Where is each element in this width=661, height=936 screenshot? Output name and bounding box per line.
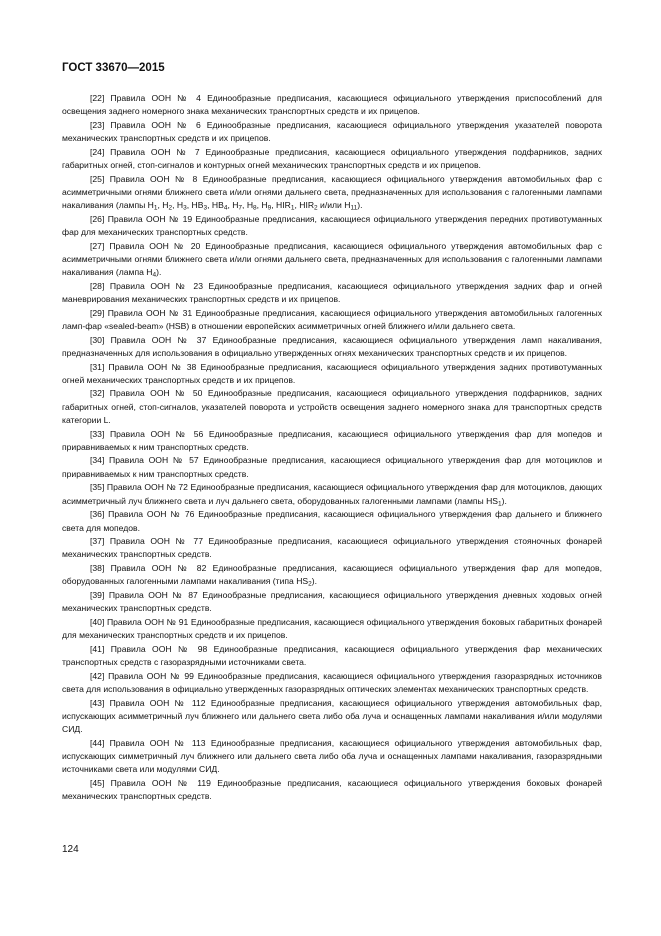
reference-item: [22] Правила ООН № 4 Единообразные предписания, касающиеся официального утверждения приспособлений для освещения заднего номерного знака механических транспортных средств и их прицепов.	[62, 93, 602, 117]
reference-item: [27] Правила ООН № 20 Единообразные предписания, касающиеся официального утверждения автомобильных фар с асимметричными огнями ближнего света и/или огнями дальнего света, предназначенных для использования с галогенными лампами накаливания (лампа $H_4$).	[62, 240, 602, 279]
document-header: ГОСТ 33670—2015	[62, 62, 165, 74]
reference-list	[62, 92, 602, 804]
reference-item: [25] Правила ООН № 8 Единообразные предписания, касающиеся официального утверждения автомобильных фар с асимметричными огнями ближнего света и/или огнями дальнего света, предназначенных для использования с галогенными лампами накаливания (лампы $H_1$, $H_2$, $H_3$, $HB_3$, $HB_4$, $H_7$, $H_8$, $H_9$, $HIR_1$, $HIR_2$ и/или $H_{11}$).	[62, 173, 602, 212]
reference-item: [42] Правила ООН № 99 Единообразные предписания, касающиеся официального утверждения газоразрядных источников света для использования в официально утвержденных газоразрядных оптических элементах механических транспортных средств.	[62, 670, 602, 694]
reference-item: [40] Правила ООН № 91 Единообразные предписания, касающиеся официального утверждения боковых габаритных фонарей для механических транспортных средств и их прицепов.	[62, 616, 602, 641]
page-number: 124	[62, 844, 79, 855]
reference-item: [38] Правила ООН № 82 Единообразные предписания, касающиеся официального утверждения фар для мопедов, оборудованных галогенными лампами накаливания (типа $HS_2$).	[62, 563, 602, 588]
reference-item: [41] Правила ООН № 98 Единообразные предписания, касающиеся официального утверждения фар механических транспортных средств с газоразрядными источниками света.	[62, 643, 602, 668]
reference-item: [37] Правила ООН № 77 Единообразные предписания, касающиеся официального утверждения стояночных фонарей механических транспортных средств.	[62, 536, 602, 560]
reference-item: [39] Правила ООН № 87 Единообразные предписания, касающиеся официального утверждения дневных ходовых огней механических транспортных средств.	[62, 590, 602, 614]
reference-item: [24] Правила ООН № 7 Единообразные предписания, касающиеся официального утверждения подфарников, задних габаритных огней, стоп-сигналов и контурных огней механических транспортных средств и их прицепов.	[62, 146, 602, 171]
reference-item: [29] Правила ООН № 31 Единообразные предписания, касающиеся официального утверждения автомобильных галогенных ламп-фар «sealed-beam» (HSB) в отношении европейских асимметричных огней ближнего и/или дальнего света.	[62, 307, 602, 331]
reference-item: [44] Правила ООН № 113 Единообразные предписания, касающиеся официального утверждения автомобильных фар, испускающих симметричный луч ближнего или дальнего света либо оба луча и оснащенных лампами накаливания, газоразрядными источниками света или модулями СИД.	[62, 737, 602, 775]
reference-item: [43] Правила ООН № 112 Единообразные предписания, касающиеся официального утверждения автомобильных фар, испускающих асимметричный луч ближнего или дальнего света либо оба луча и оснащенных лампами накаливания и/или модулями СИД.	[62, 697, 602, 735]
reference-item: [34] Правила ООН № 57 Единообразные предписания, касающиеся официального утверждения фар для мотоциклов и приравниваемых к ним транспортных средств.	[62, 455, 602, 479]
reference-item: [28] Правила ООН № 23 Единообразные предписания, касающиеся официального утверждения задних фар и огней маневрирования механических транспортных средств и их прицепов.	[62, 280, 602, 305]
reference-item: [30] Правила ООН № 37 Единообразные предписания, касающиеся официального утверждения ламп накаливания, предназначенных для использования в официально утвержденных огнях механических транспортных средств и их прицепов.	[62, 334, 602, 358]
reference-item: [35] Правила ООН № 72 Единообразные предписания, касающиеся официального утверждения фар для мотоциклов, дающих асимметричный луч ближнего света и луч дальнего света, оборудованных галогенными лампами (лампы $HS_1$).	[62, 482, 602, 508]
reference-item: [31] Правила ООН № 38 Единообразные предписания, касающиеся официального утверждения задних противотуманных огней механических транспортных средств и их прицепов.	[62, 361, 602, 385]
reference-item: [33] Правила ООН № 56 Единообразные предписания, касающиеся официального утверждения фар для мопедов и приравниваемых к ним транспортных средств.	[62, 428, 602, 452]
reference-item: [32] Правила ООН № 50 Единообразные предписания, касающиеся официального утверждения подфарников, задних габаритных огней, стоп-сигналов, указателей поворота и устройств освещения заднего номерного знака для транспортных средств категории L.	[62, 388, 602, 425]
reference-item: [26] Правила ООН № 19 Единообразные предписания, касающиеся официального утверждения передних противотуманных фар для механических транспортных средств.	[62, 213, 602, 238]
reference-item: [23] Правила ООН № 6 Единообразные предписания, касающиеся официального утверждения указателей поворота механических транспортных средств и их прицепов.	[62, 119, 602, 144]
reference-item: [36] Правила ООН № 76 Единообразные предписания, касающиеся официального утверждения фар дальнего и ближнего света для мопедов.	[62, 509, 602, 533]
reference-item: [45] Правила ООН № 119 Единообразные предписания, касающиеся официального утверждения боковых фонарей механических транспортных средств.	[62, 777, 602, 802]
